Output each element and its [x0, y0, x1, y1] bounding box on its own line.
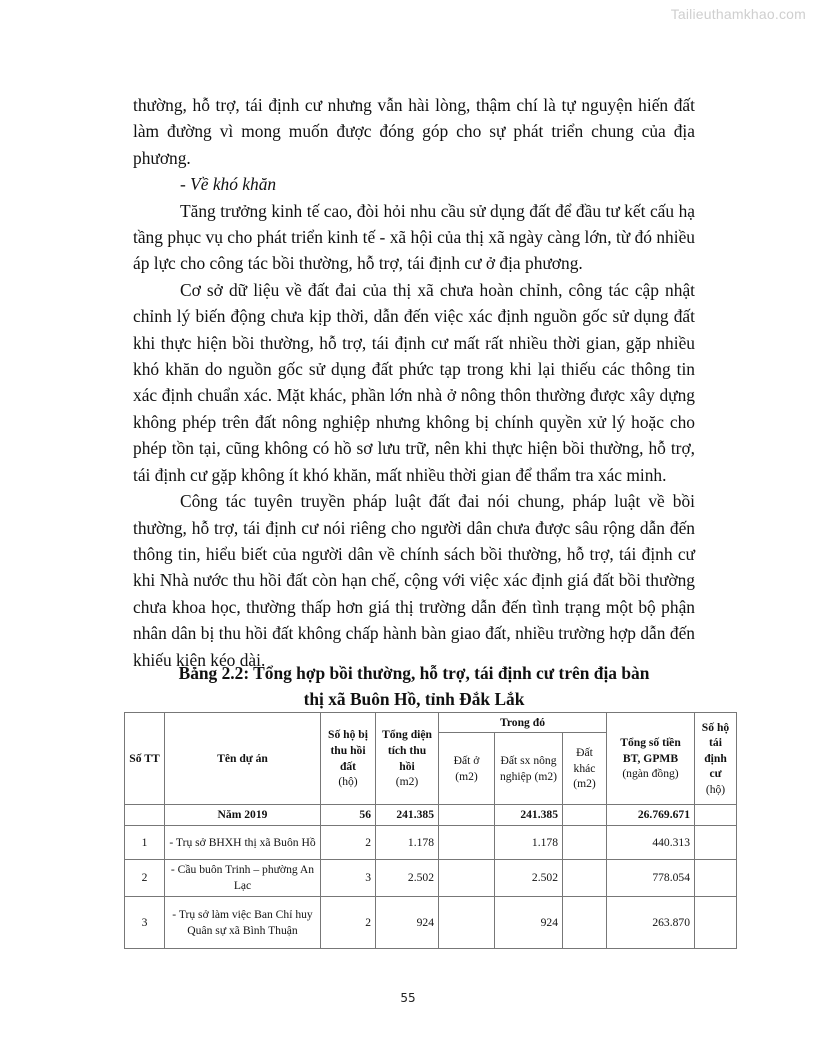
- table-row: 2 - Cầu buôn Trinh – phường An Lạc 3 2.502 2.502 778.054: [125, 860, 737, 897]
- header-households: Số hộ bị thu hồi đất (hộ): [321, 713, 376, 805]
- paragraph: Cơ sở dữ liệu về đất đai của thị xã chưa hoàn chỉnh, công tác cập nhật chỉnh lý biến động chưa kịp thời, dẫn đến việc xác định nguồn gốc sử dụng đất khi thực hiện bồi thường, hỗ trợ, tái định cư mất rất nhiều thời gian, gặp nhiều khó khăn do nguồn gốc sử dụng đất phức tạp trong khi lại thiếu các thông tin xác định chuẩn xác. Mặt khác, phần lớn nhà ở nông thôn thường được xây dựng không phép trên đất nông nghiệp nhưng không bị chính quyền xử lý hoặc cho phép tồn tại, cũng không có hồ sơ lưu trữ, nên khi thực hiện bồi thường, hỗ trợ, tái định cư gặp không ít khó khăn, mất nhiều thời gian để thẩm tra xác minh.: [133, 279, 695, 485]
- body-text: [133, 92, 695, 673]
- table-caption-line-1: Bảng 2.2: Tổng hợp bồi thường, hỗ trợ, tái định cư trên địa bàn: [178, 663, 650, 683]
- compensation-table: [124, 712, 737, 949]
- table-row: 3 - Trụ sở làm việc Ban Chỉ huy Quân sự xã Bình Thuận 2 924 924 263.870: [125, 897, 737, 949]
- paragraph: Tăng trưởng kinh tế cao, đòi hỏi nhu cầu sử dụng đất để đầu tư kết cấu hạ tầng phục vụ cho phát triển kinh tế - xã hội của thị xã ngày càng lớn, từ đó nhiều áp lực cho công tác bồi thường, hỗ trợ, tái định cư ở địa phương.: [133, 200, 695, 274]
- paragraph: thường, hỗ trợ, tái định cư nhưng vẫn hài lòng, thậm chí là tự nguyện hiến đất làm đường vì mong muốn được đóng góp cho sự phát triển chung của địa phương.: [133, 95, 695, 168]
- header-resettled-households: Số hộ tái định cư (hộ): [695, 713, 737, 805]
- header-agricultural-land: Đất sx nông nghiệp (m2): [495, 733, 563, 805]
- section-heading-difficulties: - Về khó khăn: [180, 174, 277, 195]
- table-caption: [133, 660, 695, 712]
- page-number: 55: [400, 991, 416, 1005]
- table-row: 1 - Trụ sở BHXH thị xã Buôn Hồ 2 1.178 1.178 440.313: [125, 826, 737, 860]
- table-row-total: Năm 2019 56 241.385 241.385 26.769.671: [125, 805, 737, 826]
- row-project-name: - Trụ sở BHXH thị xã Buôn Hồ: [165, 826, 321, 860]
- header-of-which: Trong đó: [439, 713, 607, 733]
- header-project-name: Tên dự án: [165, 713, 321, 805]
- header-stt: Số TT: [125, 713, 165, 805]
- header-total-area: Tổng diện tích thu hồi (m2): [376, 713, 439, 805]
- header-other-land: Đất khác (m2): [563, 733, 607, 805]
- watermark: Tailieuthamkhao.com: [670, 6, 806, 22]
- header-residential-land: Đất ở (m2): [439, 733, 495, 805]
- paragraph: Công tác tuyên truyền pháp luật đất đai nói chung, pháp luật về bồi thường, hỗ trợ, tái định cư nói riêng cho người dân chưa được sâu rộng dẫn đến thông tin, hiểu biết của người dân về chính sách bồi thường, hỗ trợ, tái định cư khi Nhà nước thu hồi đất còn hạn chế, cộng với việc xác định giá đất bồi thường chưa khoa học, thường thấp hơn giá thị trường dẫn đến tình trạng một bộ phận nhân dân bị thu hồi đất không chấp hành bàn giao đất, nhiều trường hợp dẫn đến khiếu kiện kéo dài.: [133, 491, 695, 670]
- row-project-name: - Trụ sở làm việc Ban Chỉ huy Quân sự xã Bình Thuận: [165, 897, 321, 949]
- header-total-money: Tổng số tiền BT, GPMB (ngàn đồng): [607, 713, 695, 805]
- row-project-name: Năm 2019: [165, 805, 321, 826]
- table-caption-line-2: thị xã Buôn Hồ, tỉnh Đắk Lắk: [303, 689, 525, 709]
- row-project-name: - Cầu buôn Trinh – phường An Lạc: [165, 860, 321, 897]
